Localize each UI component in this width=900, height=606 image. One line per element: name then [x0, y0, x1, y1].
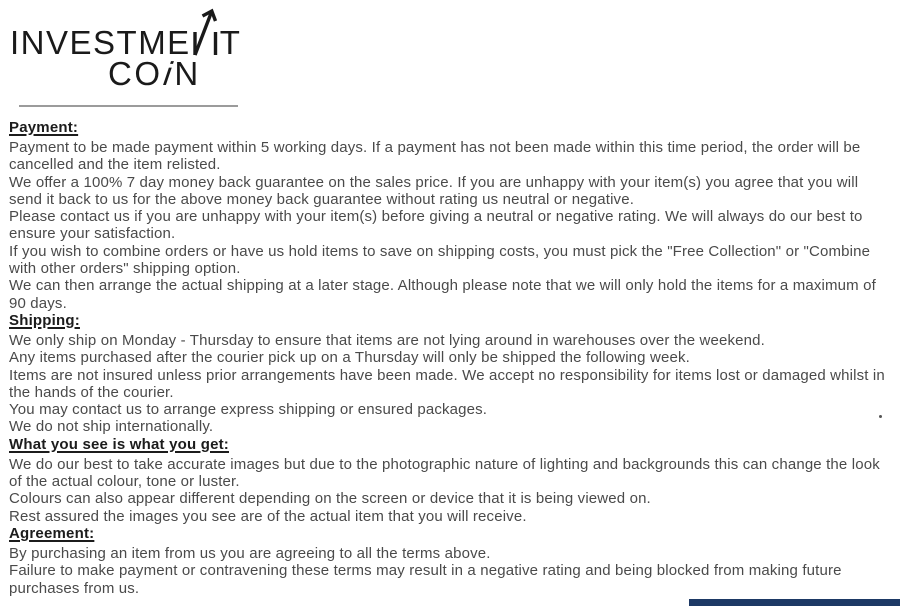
logo-text-investme: INVESTME: [10, 24, 191, 61]
investment-coin-logo: [0, 0, 900, 107]
logo-line-investment: [10, 8, 900, 61]
bottom-navy-bar: [689, 599, 900, 606]
paragraph: We can then arrange the actual shipping at a later stage. Although please note that we will only hold the items for a maximum of 90 days.: [9, 277, 876, 312]
paragraph: We do our best to take accurate images but due to the photographic nature of lighting and backgrounds this can change the look of the actual colour, tone or luster.: [9, 455, 880, 491]
section-heading-payment: Payment:: [9, 119, 79, 136]
paragraph: Any items purchased after the courier pick up on a Thursday will only be shipped the following week.: [9, 349, 690, 367]
paragraph: Failure to make payment or contravening these terms may result in a negative rating and being blocked from making future purchases from us.: [9, 562, 842, 597]
logo-line-coin: [108, 55, 900, 92]
logo-text-t: T: [219, 24, 242, 61]
paragraph: Payment to be made payment within 5 working days. If a payment has not been made within this time period, the order will be cancelled and the item relisted.: [9, 139, 861, 174]
paragraph: You may contact us to arrange express shipping or ensured packages.: [9, 401, 488, 419]
section-heading-agreement: Agreement:: [9, 524, 95, 542]
paragraph: We offer a 100% 7 day money back guarantee on the sales price. If you are unhappy with your item(s) you agree that you will send it back to us for the above money back guarantee without rating us neutral or negative.: [9, 173, 859, 208]
paragraph: If you wish to combine orders or have us hold items to save on shipping costs, you must pick the "Free Collection" or "Combine with other orders" shipping option.: [9, 242, 871, 278]
section-heading-shipping: Shipping:: [9, 311, 80, 329]
section-what-you-see: [9, 436, 893, 525]
logo-text-co: CO: [108, 55, 163, 92]
section-payment: [9, 119, 893, 312]
paragraph: We only ship on Monday - Thursday to ensure that items are not lying around in warehouses over the weekend.: [9, 331, 765, 349]
logo-text-n: N: [174, 55, 201, 92]
paragraph: Rest assured the images you see are of the actual item that you will receive.: [9, 507, 527, 525]
stray-dot-artifact: [879, 415, 882, 418]
paragraph: Colours can also appear different depending on the screen or device that it is being viewed on.: [9, 490, 651, 508]
paragraph: We do not ship internationally.: [9, 418, 214, 436]
arrow-n-icon: [192, 8, 219, 58]
logo-slanted-i: i: [160, 55, 177, 92]
paragraph: By purchasing an item from us you are agreeing to all the terms above.: [9, 544, 491, 562]
section-agreement: [9, 525, 893, 597]
section-heading-what-you-see: What you see is what you get:: [9, 435, 229, 453]
section-shipping: [9, 312, 893, 436]
paragraph: Please contact us if you are unhappy with your item(s) before giving a neutral or negative rating. We will always do our best to ensure your satisfaction.: [9, 208, 863, 243]
paragraph: Items are not insured unless prior arrangements have been made. We accept no responsibility for items lost or damaged whilst in the hands of the courier.: [9, 366, 885, 401]
terms-content: [0, 107, 898, 597]
